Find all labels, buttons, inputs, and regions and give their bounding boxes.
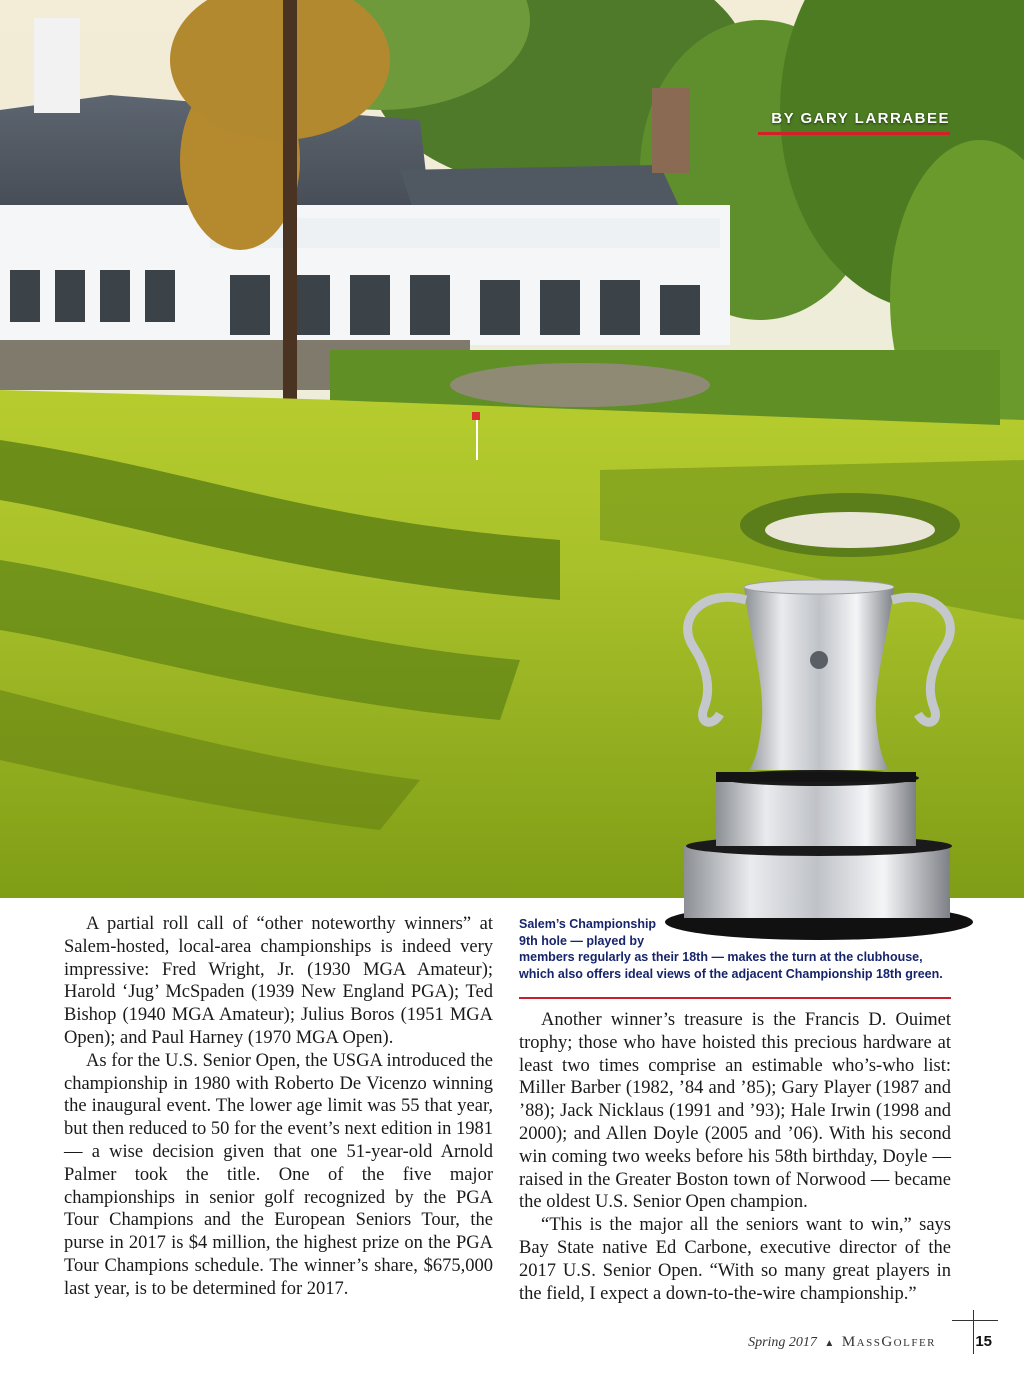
triangle-icon: ▲ xyxy=(824,1338,835,1349)
issue-label: Spring 2017 xyxy=(748,1335,817,1350)
caption-rule xyxy=(519,997,951,999)
article-column-left xyxy=(64,913,493,1301)
body-paragraph: Another winner’s treasure is the Francis D. Ouimet trophy; those who have hoisted this precious hardware at least two times comprise an estimable who’s-who list: Miller Barber (1982, ’84 and ’85); Gary Player (1987 and ’88); Jack Nicklaus (1991 and ’93); Hale Irwin (1998 and 2000); and Allen Doyle (2005 and ’06). With his second win coming two weeks before his 58th birthday, Doyle — raised in the Greater Boston town of Norwood — became the oldest U.S. Senior Open champion. xyxy=(519,1010,951,1213)
body-paragraph: “This is the major all the seniors want to win,” says Bay State native Ed Carbone, executive director of the 2017 U.S. Senior Open. “With so many great players in the field, I expect a down-to-the-wire championship.” xyxy=(519,1215,951,1304)
trophy-photo xyxy=(664,578,974,946)
page-footer xyxy=(600,1332,1024,1376)
photo-caption xyxy=(519,916,951,982)
page-number: 15 xyxy=(975,1333,992,1350)
footer-issue xyxy=(748,1334,936,1351)
caption-line: members regularly as their 18th — makes the turn at the clubhouse, xyxy=(519,950,923,964)
article-column-right xyxy=(519,1009,951,1305)
body-paragraph: A partial roll call of “other noteworthy winners” at Salem-hosted, local-area championships is indeed very impressive: Fred Wright, Jr. (1930 MGA Amateur); Harold ‘Jug’ McSpaden (1939 New England PGA); Ted Bishop (1940 MGA Amateur); Julius Boros (1951 MGA Open); and Paul Harney (1970 MGA Open). xyxy=(64,914,493,1048)
crop-mark-horizontal xyxy=(952,1320,998,1321)
caption-line: which also offers ideal views of the adjacent Championship 18th green. xyxy=(519,966,943,981)
magazine-name: MassGolfer xyxy=(841,1334,936,1350)
body-paragraph: As for the U.S. Senior Open, the USGA introduced the championship in 1980 with Roberto De Vicenzo winning the inaugural event. The lower age limit was 55 that year, but then reduced to 50 for the event’s next edition in 1981 — a wise decision given that one 51-year-old Arnold Palmer took the title. One of the five major championships in senior golf recognized by the PGA Tour Champions and the European Seniors Tour, the purse in 2017 is $4 million, the highest prize on the PGA Tour Champions schedule. The winner’s share, $675,000 last year, is to be determined for 2017. xyxy=(64,1050,493,1299)
crop-mark-vertical xyxy=(973,1310,974,1354)
byline: BY GARY LARRABEE xyxy=(771,110,950,127)
byline-rule xyxy=(758,132,950,135)
caption-line: 9th hole — played by xyxy=(519,933,645,948)
caption-line: Salem’s Championship xyxy=(519,917,657,931)
